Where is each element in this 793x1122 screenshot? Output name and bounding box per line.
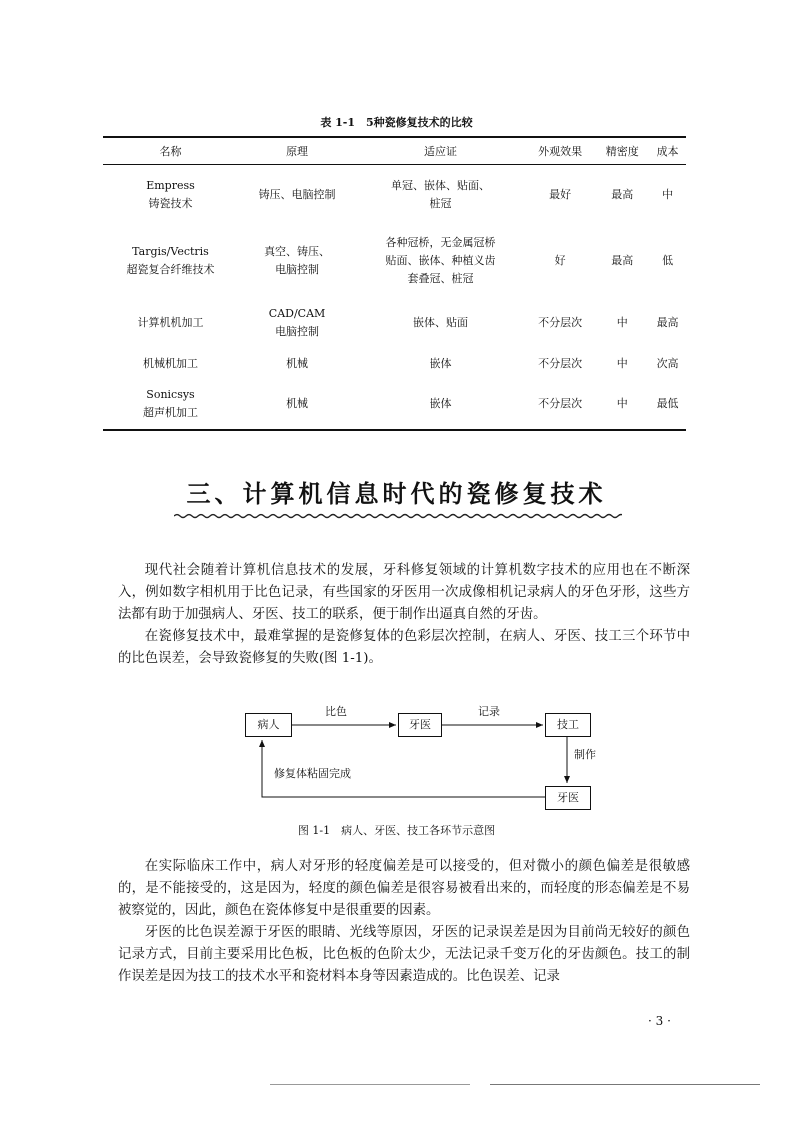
cell-line: 超声机加工	[143, 406, 198, 419]
paragraph: 在实际临床工作中，病人对牙形的轻度偏差是可以接受的，但对微小的颜色偏差是很敏感的，是不能接受的，这是因为，轻度的颜色偏差是很容易被看出来的，而轻度的形态偏差是不易被察觉的，因此，颜色在瓷体修复中是很重要的因素。	[118, 859, 690, 918]
cell-line: Targis/Vectris	[132, 245, 209, 258]
paragraph: 在瓷修复技术中，最难掌握的是瓷修复体的色彩层次控制，在病人、牙医、技工三个环节中的比色误差，会导致瓷修复的失败(图 1-1)。	[118, 629, 690, 666]
node-dentist: 牙医	[398, 713, 442, 737]
paragraph: 现代社会随着计算机信息技术的发展，牙科修复领域的计算机数字技术的应用也在不断深入，例如数字相机用于比色记录，有些国家的牙医用一次成像相机记录病人的牙色牙形，这些方法都有助于加强病人、牙医、技工的联系，便于制作出逼真自然的牙齿。	[118, 563, 690, 622]
cell-line: 最好	[549, 188, 572, 201]
table-caption: 表 1-1 5种瓷修复技术的比较	[320, 116, 473, 129]
column-header: 名称	[103, 137, 238, 165]
cell-line: 低	[662, 254, 674, 267]
page-number: · 3 ·	[648, 1014, 671, 1028]
cell-line: 超瓷复合纤维技术	[126, 263, 215, 276]
node-patient: 病人	[245, 713, 292, 737]
cell-line: 各种冠桥，无金属冠桥	[385, 236, 496, 249]
scan-artifact-line	[490, 1084, 760, 1085]
node-technician: 技工	[545, 713, 591, 737]
column-header: 外观效果	[525, 137, 596, 165]
cell-line: 中	[616, 397, 628, 410]
cell-line: 次高	[656, 357, 679, 370]
scan-artifact-line	[270, 1084, 470, 1085]
column-header: 精密度	[595, 137, 649, 165]
cell-line: 最高	[656, 316, 679, 329]
cell-line: 中	[616, 316, 628, 329]
cell-line: 真空、铸压、	[264, 245, 331, 258]
cell-line: 铸瓷技术	[148, 197, 193, 210]
cell-line: 好	[554, 254, 566, 267]
paragraph: 牙医的比色误差源于牙医的眼睛、光线等原因，牙医的记录误差是因为目前尚无较好的颜色记录方式，目前主要采用比色板，比色板的色阶太少，无法记录千变万化的牙齿颜色。技工的制作误差是因为技工的技术水平和瓷材料本身等因素造成的。比色误差、记录	[118, 925, 690, 984]
cell-line: 中	[662, 188, 674, 201]
cell-line: 最低	[656, 397, 679, 410]
cell-line: 桩冠	[429, 197, 452, 210]
column-header: 成本	[649, 137, 686, 165]
cell-line: Empress	[146, 179, 195, 192]
cell-line: 嵌体	[429, 357, 452, 370]
cell-line: 单冠、嵌体、贴面、	[391, 179, 490, 192]
cell-line: 不分层次	[538, 357, 583, 370]
label-make: 制作	[574, 748, 596, 761]
cell-line: 计算机机加工	[137, 316, 204, 329]
label-record: 记录	[478, 705, 500, 718]
cell-line: 套叠冠、桩冠	[407, 272, 474, 285]
cell-line: 贴面、嵌体、种植义齿	[385, 254, 496, 267]
cell-line: 中	[616, 357, 628, 370]
cell-line: 电脑控制	[275, 263, 320, 276]
column-header: 适应证	[356, 137, 525, 165]
cell-line: 电脑控制	[275, 325, 320, 338]
cell-line: 嵌体、贴面	[413, 316, 468, 329]
figure-caption: 图 1-1 病人、牙医、技工各环节示意图	[297, 824, 496, 837]
column-header: 原理	[238, 137, 356, 165]
cell-line: Sonicsys	[146, 388, 195, 401]
label-color-match: 比色	[325, 705, 347, 718]
cell-line: 嵌体	[429, 397, 452, 410]
cell-line: 不分层次	[538, 397, 583, 410]
cell-line: CAD/CAM	[268, 307, 326, 320]
cell-line: 机械机加工	[143, 357, 198, 370]
cell-line: 最高	[611, 188, 634, 201]
node-dentist-final: 牙医	[545, 786, 591, 810]
section-heading: 三、计算机信息时代的瓷修复技术	[186, 480, 607, 508]
cell-line: 机械	[286, 397, 309, 410]
cell-line: 不分层次	[538, 316, 583, 329]
cell-line: 最高	[611, 254, 634, 267]
label-cement: 修复体粘固完成	[274, 767, 351, 780]
cell-line: 铸压、电脑控制	[258, 188, 336, 201]
cell-line: 机械	[286, 357, 309, 370]
